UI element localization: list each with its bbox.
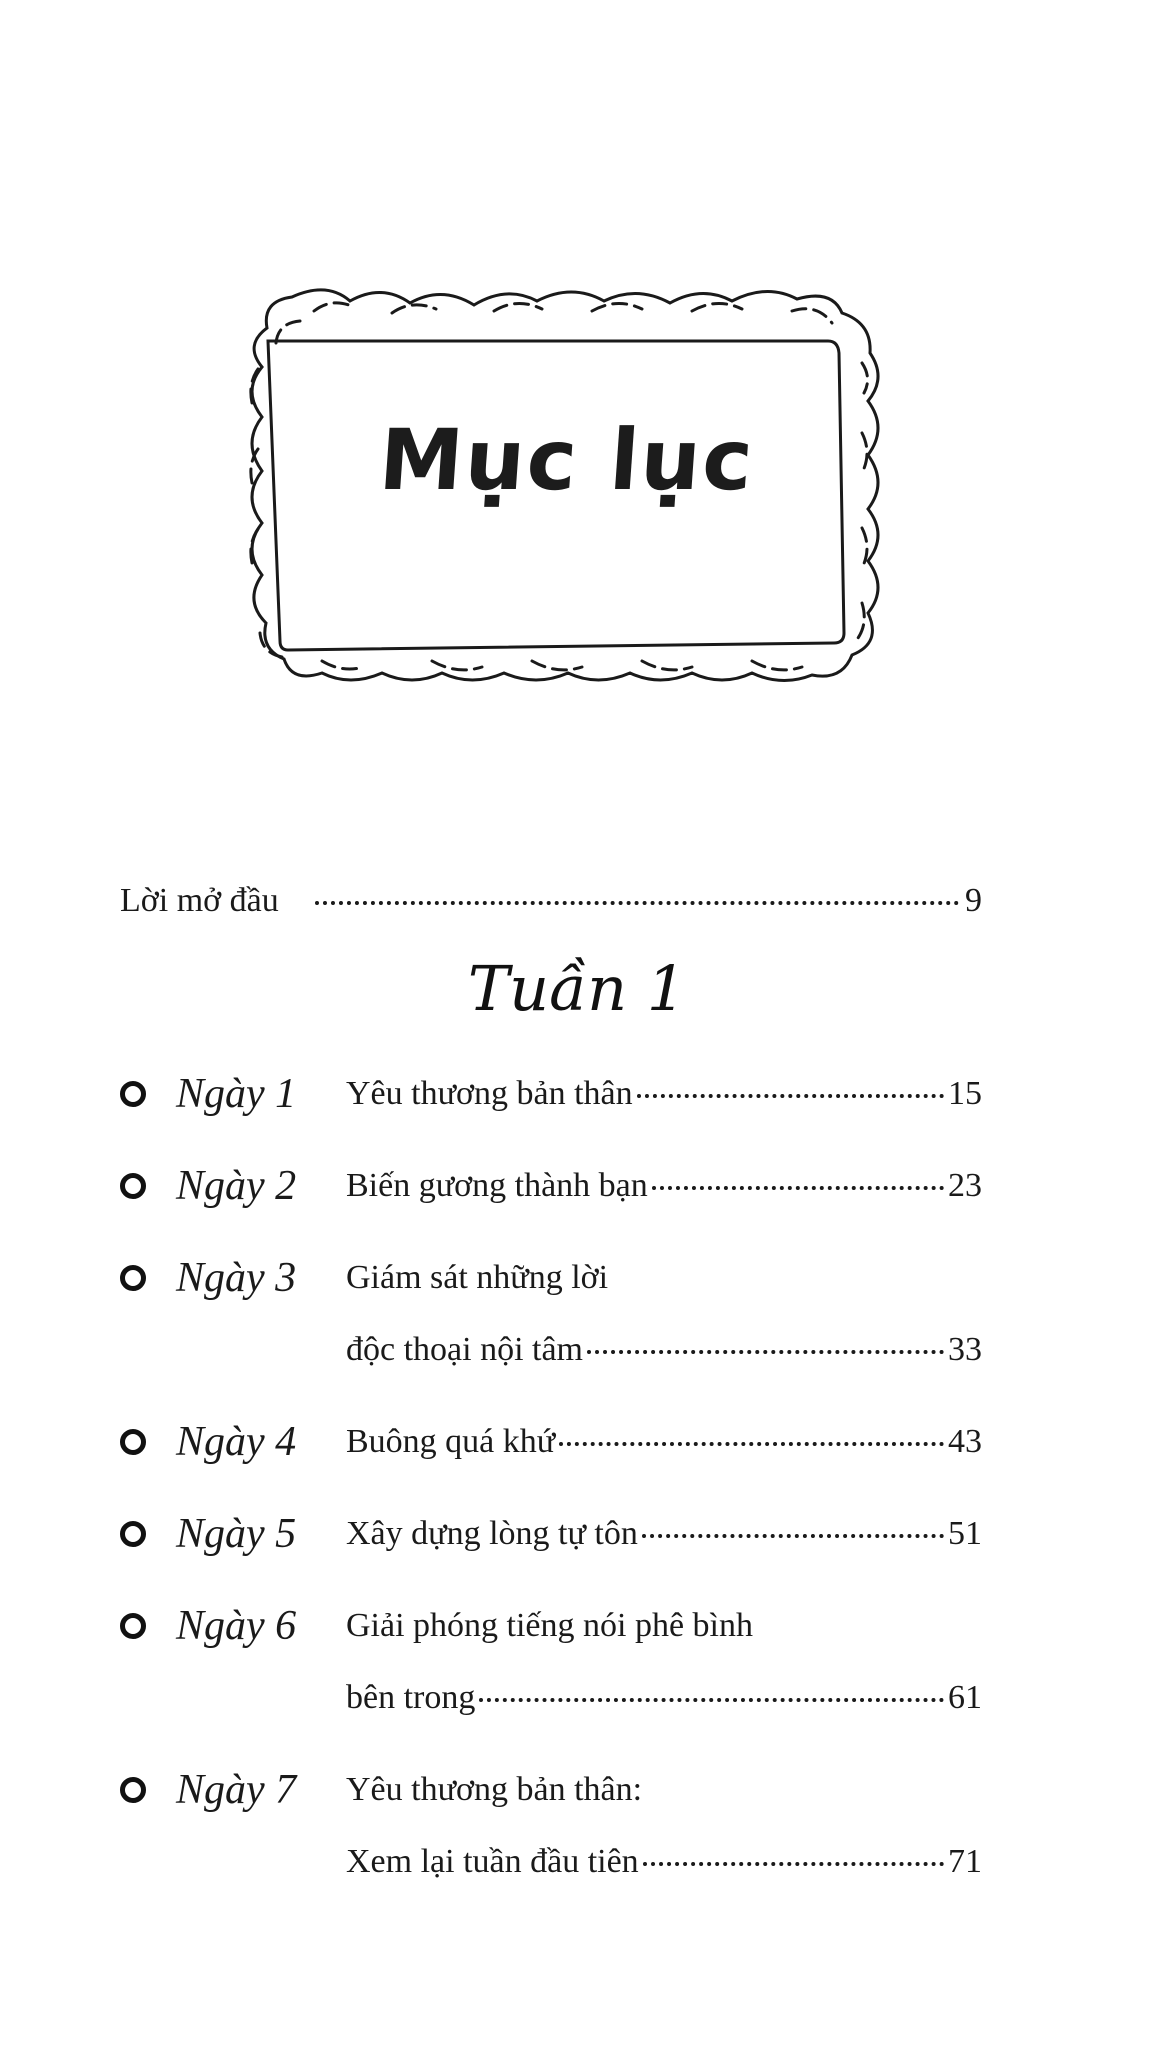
- section-title: Tuần 1: [467, 952, 687, 1025]
- entry-title-line-2: bên trong: [346, 1679, 476, 1716]
- entry-title-line-1: Giải phóng tiếng nói phê bình: [346, 1607, 754, 1644]
- title-frame: [232, 283, 902, 683]
- toc-entry-day-6[interactable]: [120, 1600, 982, 1724]
- dot-leader: [637, 1094, 944, 1098]
- page-number: 23: [948, 1167, 982, 1204]
- day-label: Ngày 7: [176, 1767, 297, 1813]
- day-label: Ngày 2: [176, 1163, 297, 1209]
- day-label: Ngày 5: [176, 1511, 297, 1557]
- toc-entry-day-1[interactable]: [120, 1068, 982, 1120]
- page-number: 51: [948, 1515, 982, 1552]
- dot-leader: [642, 1534, 944, 1538]
- toc-list: [120, 1068, 982, 1888]
- entry-title-line-2: độc thoại nội tâm: [346, 1331, 584, 1368]
- dot-leader: [643, 1862, 944, 1866]
- entry-title: Xây dựng lòng tự tôn: [346, 1515, 638, 1552]
- page-number: 15: [948, 1075, 982, 1112]
- toc-entry-day-3[interactable]: [120, 1252, 982, 1376]
- page-number: 33: [948, 1331, 982, 1368]
- toc-entry-day-4[interactable]: [120, 1416, 982, 1468]
- entry-title-line-2: Xem lại tuần đầu tiên: [346, 1843, 639, 1880]
- dot-leader: [587, 1350, 944, 1354]
- entry-title-line-1: Yêu thương bản thân:: [346, 1771, 643, 1808]
- entry-title: Yêu thương bản thân: [346, 1075, 633, 1112]
- day-label: Ngày 1: [176, 1071, 297, 1117]
- day-label: Ngày 3: [176, 1255, 297, 1301]
- dot-leader: [479, 1698, 944, 1702]
- entry-title: Biến gương thành bạn: [346, 1167, 648, 1204]
- checkbox-circle-icon[interactable]: [120, 1429, 146, 1455]
- toc-entry-day-2[interactable]: [120, 1160, 982, 1212]
- page-number: 43: [948, 1423, 982, 1460]
- checkbox-circle-icon[interactable]: [120, 1521, 146, 1547]
- toc-entry-day-7[interactable]: [120, 1764, 982, 1888]
- day-label: Ngày 6: [176, 1603, 297, 1649]
- page-number: 71: [948, 1843, 982, 1880]
- dot-leader: [652, 1186, 944, 1190]
- checkbox-circle-icon[interactable]: [120, 1777, 146, 1803]
- checkbox-circle-icon[interactable]: [120, 1173, 146, 1199]
- checkbox-circle-icon[interactable]: [120, 1613, 146, 1639]
- page-number: 61: [948, 1679, 982, 1716]
- dot-leader: [559, 1442, 944, 1446]
- toc-intro-row[interactable]: [120, 882, 982, 932]
- dot-leader: [315, 901, 959, 905]
- entry-title-line-1: Giám sát những lời: [346, 1259, 609, 1296]
- checkbox-circle-icon[interactable]: [120, 1081, 146, 1107]
- checkbox-circle-icon[interactable]: [120, 1265, 146, 1291]
- intro-label: Lời mở đầu: [120, 882, 279, 919]
- entry-title: Buông quá khứ: [346, 1423, 556, 1460]
- page-title: Mục lục: [376, 411, 758, 509]
- day-label: Ngày 4: [176, 1419, 297, 1465]
- toc-entry-day-5[interactable]: [120, 1508, 982, 1560]
- intro-page-number: 9: [965, 882, 982, 919]
